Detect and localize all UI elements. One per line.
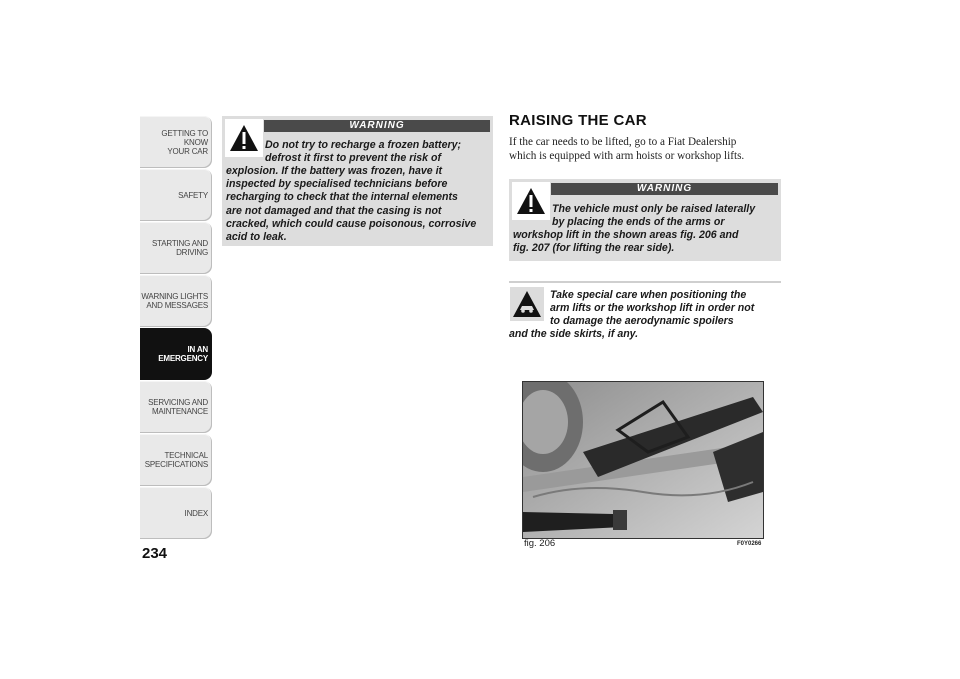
tab-label: TECHNICAL SPECIFICATIONS	[144, 451, 208, 469]
figure-code: F0Y0266	[737, 541, 762, 547]
tab-getting-to-know[interactable]	[140, 116, 212, 168]
tab-in-an-emergency[interactable]	[140, 328, 212, 380]
tab-safety[interactable]	[140, 169, 212, 221]
divider	[509, 281, 781, 283]
car-caution-icon	[510, 287, 544, 321]
warning-line: recharging to check that the internal elements	[226, 191, 458, 204]
warning-line: inspected by specialised technicians before	[226, 178, 448, 191]
tab-starting-driving[interactable]	[140, 222, 212, 274]
tab-label: IN AN EMERGENCY	[158, 345, 208, 363]
warning-line: Do not try to recharge a frozen battery;	[265, 139, 462, 151]
tab-label: SAFETY	[178, 190, 208, 200]
chapter-nav	[140, 116, 212, 540]
care-line: and the side skirts, if any.	[509, 328, 639, 340]
warning-triangle-icon	[512, 182, 550, 220]
tab-label: SERVICING AND MAINTENANCE	[148, 398, 208, 416]
warning-line: explosion. If the battery was frozen, have it	[226, 165, 443, 177]
care-note-text-top	[550, 289, 754, 329]
care-line: arm lifts or the workshop lift in order not	[550, 302, 755, 315]
intro-paragraph	[509, 135, 789, 163]
intro-line: which is equipped with arm hoists or workshop lifts.	[509, 150, 745, 162]
tab-label: GETTING TO KNOW YOUR CAR	[161, 128, 208, 156]
warning-line: fig. 207 (for lifting the rear side).	[513, 242, 675, 255]
battery-warning-text-top	[265, 139, 461, 165]
tab-label: INDEX	[184, 508, 208, 518]
warning-line: defrost it first to prevent the risk of	[265, 152, 441, 165]
warning-line: acid to leak.	[226, 231, 287, 244]
lifting-warning-text-body	[513, 229, 738, 255]
care-note-text-body	[509, 328, 638, 341]
figure-caption: fig. 206	[524, 538, 556, 549]
tab-technical[interactable]	[140, 434, 212, 486]
page-number: 234	[142, 545, 168, 562]
battery-warning-text-body	[226, 165, 476, 244]
warning-line: by placing the ends of the arms or	[552, 216, 725, 229]
care-line: to damage the aerodynamic spoilers	[550, 315, 734, 328]
tab-index[interactable]	[140, 487, 212, 539]
warning-line: workshop lift in the shown areas fig. 206 and	[513, 229, 739, 241]
tab-servicing[interactable]	[140, 381, 212, 433]
lifting-warning-text-top	[552, 203, 755, 229]
warning-heading: WARNING	[551, 183, 778, 195]
care-line: Take special care when positioning the	[550, 289, 747, 301]
lift-arm-photo	[522, 381, 764, 539]
tab-label: WARNING LIGHTS AND MESSAGES	[141, 292, 208, 310]
tab-warning-lights[interactable]	[140, 275, 212, 327]
lift-arm-illustration	[523, 382, 763, 538]
warning-line: are not damaged and that the casing is not	[226, 204, 442, 217]
intro-line: If the car needs to be lifted, go to a Fiat Dealership	[509, 136, 737, 148]
warning-heading: WARNING	[264, 120, 490, 132]
warning-line: The vehicle must only be raised laterally	[552, 203, 756, 215]
tab-label: STARTING AND DRIVING	[152, 239, 208, 257]
section-title: RAISING THE CAR	[509, 112, 647, 129]
warning-line: cracked, which could cause poisonous, corrosive	[226, 217, 477, 230]
warning-triangle-icon	[225, 119, 263, 157]
